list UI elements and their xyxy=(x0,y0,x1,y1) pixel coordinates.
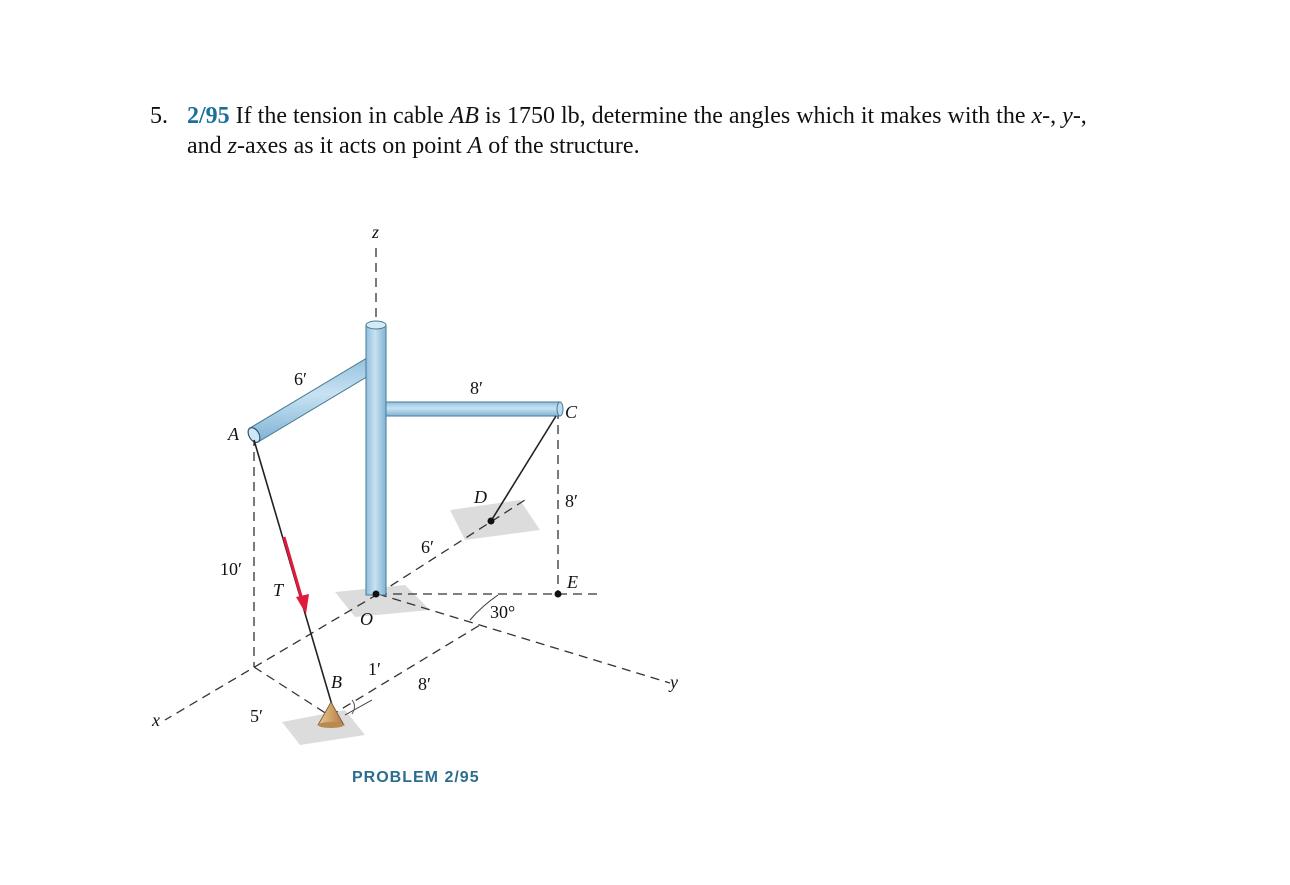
label-O: O xyxy=(360,609,373,629)
dim-30: 30° xyxy=(490,602,516,622)
point-D-dot xyxy=(488,518,495,525)
problem-text: and xyxy=(187,133,228,159)
problem-text: -axes as it acts on point xyxy=(237,133,468,159)
arm-c-end xyxy=(557,402,563,416)
label-x: x xyxy=(152,710,160,730)
dim-8-arm: 8′ xyxy=(470,378,483,398)
dim-8-b: 8′ xyxy=(418,674,431,694)
dim-6-arm: 6′ xyxy=(294,369,307,389)
axis-y-ref: y xyxy=(1062,103,1073,129)
label-E: E xyxy=(567,572,578,592)
dim-10: 10′ xyxy=(220,559,242,579)
b-offset xyxy=(330,625,480,716)
label-y: y xyxy=(670,672,678,692)
problem-text: -, xyxy=(1072,103,1087,129)
anchor-base xyxy=(318,722,344,728)
axis-x-ref: x xyxy=(1031,103,1043,129)
arm-oc xyxy=(378,402,560,416)
problem-text: is 1750 lb, determine the angles which it makes with the xyxy=(478,103,1032,129)
x-axis-line xyxy=(165,594,378,720)
label-z: z xyxy=(372,222,380,242)
figure-caption: PROBLEM 2/95 xyxy=(352,769,480,786)
b-small-dim xyxy=(345,700,372,715)
dim-5: 5′ xyxy=(250,706,263,726)
b-angle-arc xyxy=(352,700,355,714)
problem-number: 5. xyxy=(150,103,168,129)
shadow-D xyxy=(450,500,540,540)
label-B: B xyxy=(331,672,342,692)
cable-name: AB xyxy=(449,103,479,129)
tension-arrow-head xyxy=(296,594,309,614)
label-C: C xyxy=(565,402,578,422)
y-axis-line xyxy=(378,594,670,683)
dim-8-ce: 8′ xyxy=(565,491,578,511)
axis-z-ref: z xyxy=(227,133,237,159)
construction-lines xyxy=(165,248,670,720)
problem-text: of the structure. xyxy=(482,133,640,159)
problem-text: If the tension in cable xyxy=(229,103,450,129)
point-a-ref: A xyxy=(467,133,483,159)
mast-top xyxy=(366,321,386,329)
label-D: D xyxy=(474,487,487,507)
dim-1: 1′ xyxy=(368,659,381,679)
point-O-dot xyxy=(373,591,380,598)
tension-arrow-shaft xyxy=(284,537,303,603)
arm-oa xyxy=(250,355,380,442)
problem-ref: 2/95 xyxy=(187,103,230,129)
point-E-dot xyxy=(555,591,562,598)
label-A: A xyxy=(228,424,239,444)
problem-text: -, xyxy=(1042,103,1063,129)
mast xyxy=(366,325,386,595)
a-to-b-floor xyxy=(254,667,330,716)
dim-6-od: 6′ xyxy=(421,537,434,557)
label-T: T xyxy=(273,580,284,600)
